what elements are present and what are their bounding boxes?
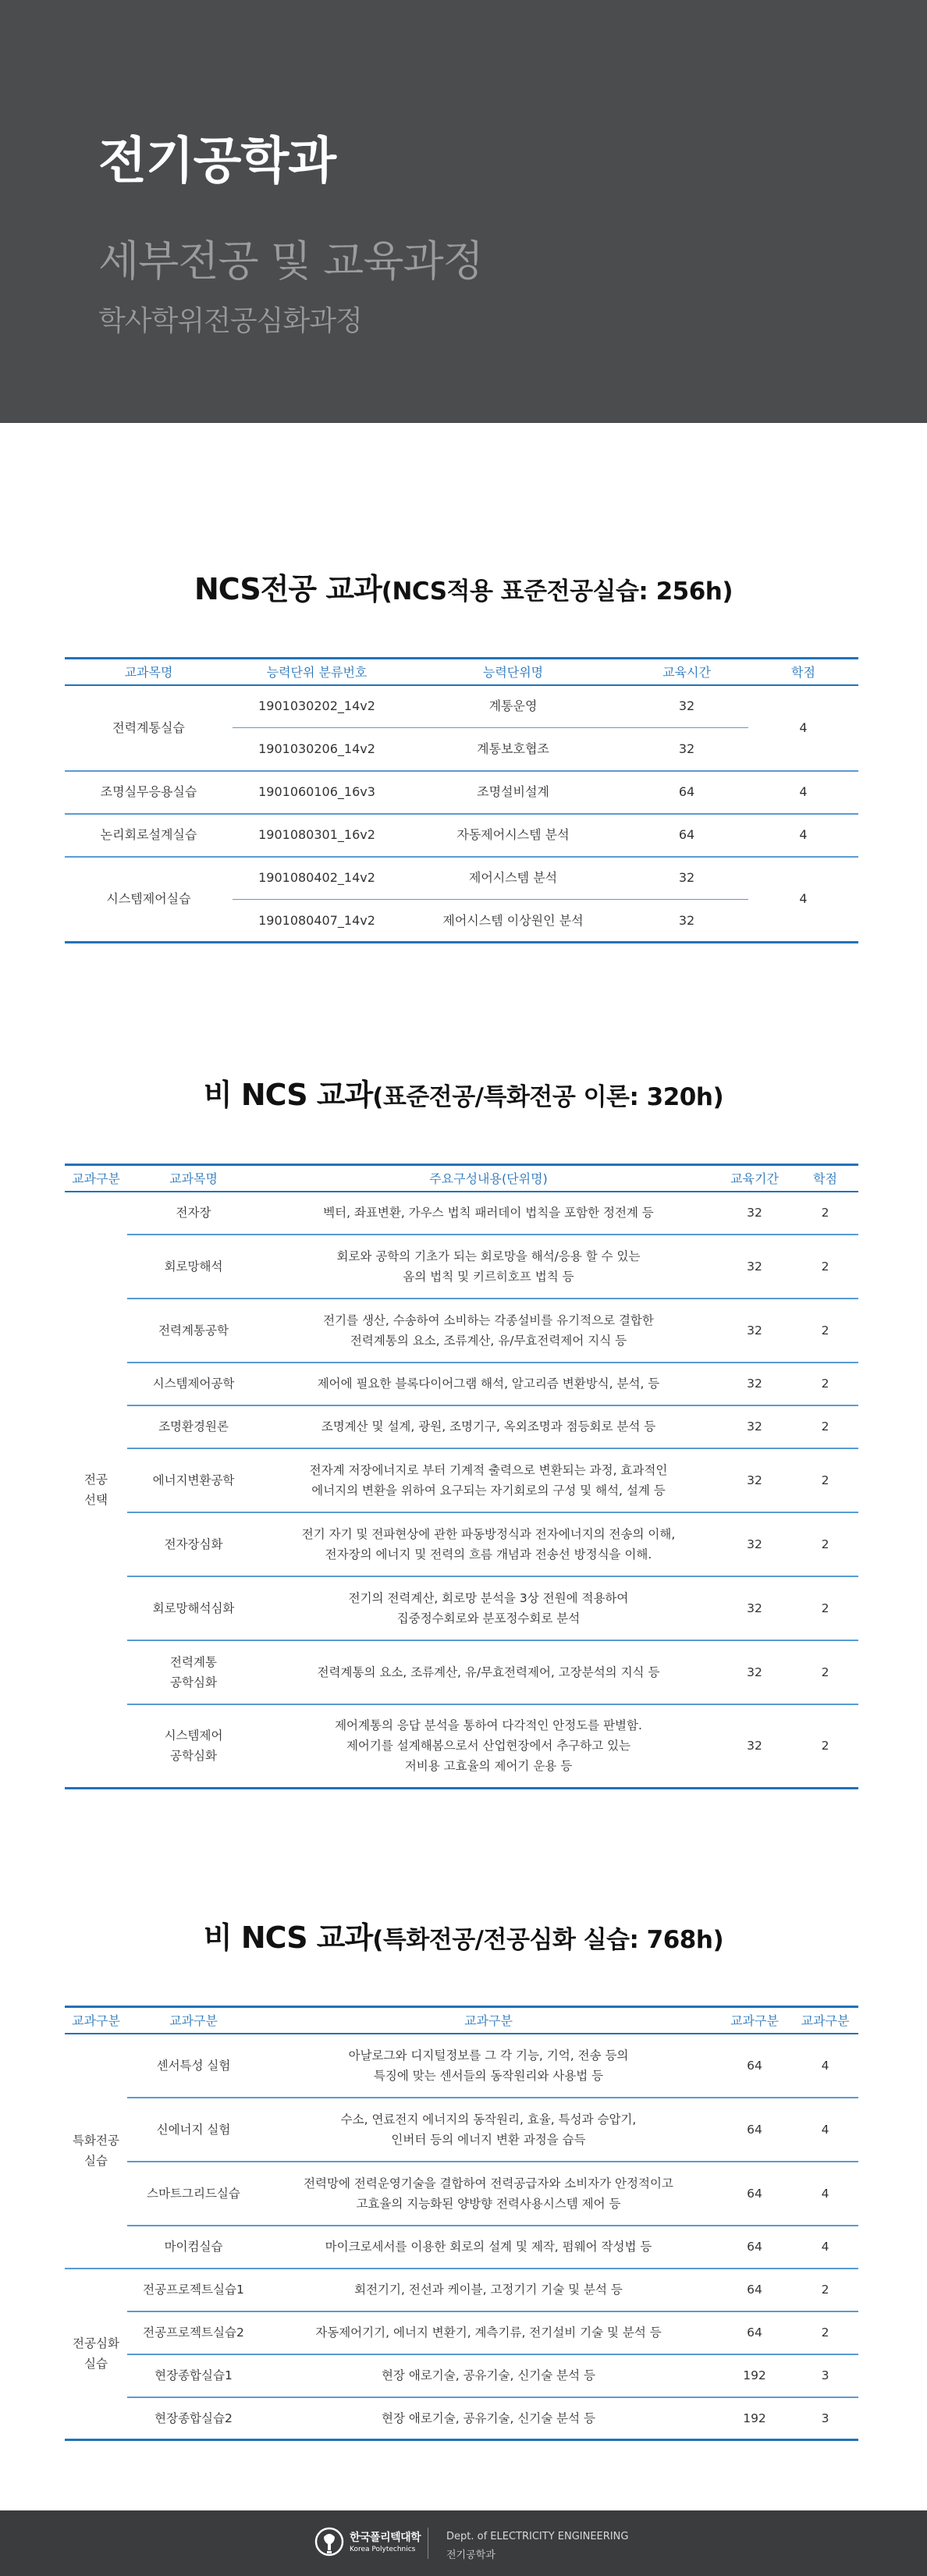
course-name: 전력계통공학 [127, 1299, 260, 1363]
course-name: 전력계통 공학심화 [127, 1640, 260, 1704]
credit: 2 [792, 1405, 858, 1448]
table-row [65, 1448, 858, 1512]
table-row [65, 2354, 858, 2397]
course-content: 회로와 공학의 기초가 되는 회로망을 해석/응용 할 수 있는 옴의 법칙 및 키르히호프 법칙 등 [260, 1235, 717, 1299]
credit: 2 [792, 2269, 858, 2311]
hours: 32 [625, 728, 748, 771]
credit: 2 [792, 1704, 858, 1789]
curriculum-subtitle: 세부전공 및 교육과정 [98, 236, 483, 286]
col-content: 주요구성내용(단위명) [260, 1165, 717, 1192]
section2-title-main: 비 NCS 교과 [203, 1078, 373, 1112]
unit-name: 제어시스템 이상원인 분석 [401, 900, 625, 943]
page-footer [0, 2510, 927, 2576]
credit: 4 [792, 2226, 858, 2269]
credit: 2 [792, 1299, 858, 1363]
unit-name: 제어시스템 분석 [401, 857, 625, 900]
course-content: 자동제어기기, 에너지 변환기, 계측기류, 전기설비 기술 및 분석 등 [260, 2311, 717, 2354]
table-row [65, 1235, 858, 1299]
hours: 192 [717, 2397, 792, 2440]
course-content: 전기 자기 및 전파현상에 관한 파동방정식과 전자에너지의 전송의 이해, 전자장의 에너지 및 전력의 흐름 개념과 전송선 방정식을 이해. [260, 1512, 717, 1576]
table-row [65, 857, 858, 900]
credit: 4 [792, 2162, 858, 2226]
unit-code: 1901080301_16v2 [233, 814, 401, 857]
credit: 2 [792, 2311, 858, 2354]
section2-title [0, 1071, 927, 1114]
col-course: 교과목명 [65, 659, 233, 685]
unit-name: 계통보호협조 [401, 728, 625, 771]
credit: 2 [792, 1576, 858, 1640]
col-unit-name: 능력단위명 [401, 659, 625, 685]
credit: 2 [792, 1448, 858, 1512]
course-name: 전공프로젝트실습1 [127, 2269, 260, 2311]
course-name: 시스템제어실습 [65, 857, 233, 943]
table-row [65, 2397, 858, 2440]
logo-subtext: Korea Polytechnics [350, 2546, 416, 2553]
course-content: 마이크로세서를 이용한 회로의 설계 및 제작, 펌웨어 작성법 등 [260, 2226, 717, 2269]
section1-title [0, 565, 927, 608]
hours: 64 [717, 2311, 792, 2354]
table-row [65, 2269, 858, 2311]
col-hours: 교육기간 [717, 1165, 792, 1192]
logo-text [350, 2529, 421, 2553]
course-name: 전공프로젝트실습2 [127, 2311, 260, 2354]
non-ncs-practice-table [65, 2006, 858, 2441]
section1-title-sub: (NCS적용 표준전공실습: 256h) [381, 577, 733, 606]
unit-code: 1901080407_14v2 [233, 900, 401, 943]
col-unit-code: 능력단위 분류번호 [233, 659, 401, 685]
hours: 32 [717, 1640, 792, 1704]
table-row [65, 1299, 858, 1363]
section3-title-main: 비 NCS 교과 [203, 1920, 373, 1955]
course-name: 현장종합실습1 [127, 2354, 260, 2397]
table-row [65, 1405, 858, 1448]
course-content: 벡터, 좌표변환, 가우스 법칙 패러데이 법칙을 포함한 정전계 등 [260, 1192, 717, 1235]
hours: 64 [717, 2034, 792, 2098]
unit-code: 1901080402_14v2 [233, 857, 401, 900]
logo-name: 한국폴리텍대학 [350, 2532, 421, 2544]
credit: 4 [748, 771, 858, 814]
non-ncs-theory-table [65, 1164, 858, 1789]
col-credit: 학점 [748, 659, 858, 685]
course-name: 논리회로설계실습 [65, 814, 233, 857]
course-content: 아날로그와 디지털정보를 그 각 기능, 기억, 전송 등의 특징에 맞는 센서들의 동작원리와 사용법 등 [260, 2034, 717, 2098]
section2-title-sub: (표준전공/특화전공 이론: 320h) [372, 1083, 724, 1111]
credit: 4 [748, 814, 858, 857]
col-credit: 학점 [792, 1165, 858, 1192]
table-header-row [65, 2007, 858, 2034]
course-name: 조명환경원론 [127, 1405, 260, 1448]
course-name: 회로망해석심화 [127, 1576, 260, 1640]
hours: 32 [717, 1448, 792, 1512]
table-row [65, 2098, 858, 2162]
course-name: 신에너지 실험 [127, 2098, 260, 2162]
category-cell: 전공 선택 [65, 1192, 127, 1789]
unit-name: 자동제어시스템 분석 [401, 814, 625, 857]
hours: 32 [625, 685, 748, 728]
table-row [65, 2311, 858, 2354]
credit: 2 [792, 1640, 858, 1704]
col-category: 교과구분 [65, 2007, 127, 2034]
program-name: 학사학위전공심화과정 [98, 305, 362, 337]
col-course: 교과구분 [127, 2007, 260, 2034]
hours: 32 [717, 1192, 792, 1235]
table-row [65, 814, 858, 857]
table-row [65, 1704, 858, 1789]
col-content: 교과구분 [260, 2007, 717, 2034]
unit-code: 1901030206_14v2 [233, 728, 401, 771]
page-header [0, 0, 927, 423]
col-category: 교과구분 [65, 1165, 127, 1192]
table-row [65, 2226, 858, 2269]
table-row [65, 1192, 858, 1235]
credit: 4 [792, 2034, 858, 2098]
hours: 64 [717, 2162, 792, 2226]
table-row [65, 771, 858, 814]
course-name: 조명실무응용실습 [65, 771, 233, 814]
table-row [65, 1512, 858, 1576]
hours: 32 [625, 900, 748, 943]
course-content: 전력망에 전력운영기술을 결합하여 전력공급자와 소비자가 안정적이고 고효율의 지능화된 양방향 전력사용시스템 제어 등 [260, 2162, 717, 2226]
unit-name: 계통운영 [401, 685, 625, 728]
table-row [65, 1640, 858, 1704]
course-name: 전자장심화 [127, 1512, 260, 1576]
table-row [65, 1576, 858, 1640]
course-content: 현장 애로기술, 공유기술, 신기술 분석 등 [260, 2354, 717, 2397]
col-hours: 교과구분 [717, 2007, 792, 2034]
credit: 2 [792, 1235, 858, 1299]
hours: 64 [717, 2269, 792, 2311]
credit: 4 [748, 685, 858, 771]
table-row [65, 2034, 858, 2098]
course-name: 전자장 [127, 1192, 260, 1235]
unit-code: 1901030202_14v2 [233, 685, 401, 728]
ncs-course-table [65, 657, 858, 943]
hours: 64 [625, 771, 748, 814]
table-row [65, 1363, 858, 1405]
course-content: 조명계산 및 설계, 광원, 조명기구, 옥외조명과 점등회로 분석 등 [260, 1405, 717, 1448]
col-hours: 교육시간 [625, 659, 748, 685]
section3-title [0, 1913, 927, 1956]
hours: 32 [717, 1405, 792, 1448]
course-name: 시스템제어공학 [127, 1363, 260, 1405]
credit: 4 [792, 2098, 858, 2162]
hours: 64 [717, 2226, 792, 2269]
course-content: 회전기기, 전선과 케이블, 고정기기 기술 및 분석 등 [260, 2269, 717, 2311]
course-content: 현장 애로기술, 공유기술, 신기술 분석 등 [260, 2397, 717, 2440]
course-content: 제어계통의 응답 분석을 통하여 다각적인 안정도를 판별함. 제어기를 설계해봄으로서 산업현장에서 추구하고 있는 저비용 고효율의 제어기 운용 등 [260, 1704, 717, 1789]
course-content: 제어에 필요한 블록다이어그램 해석, 알고리즘 변환방식, 분석, 등 [260, 1363, 717, 1405]
unit-code: 1901060106_16v3 [233, 771, 401, 814]
hours: 32 [717, 1363, 792, 1405]
credit: 4 [748, 857, 858, 943]
category-cell: 특화전공 실습 [65, 2034, 127, 2269]
footer-dept-en: Dept. of ELECTRICITY ENGINEERING [446, 2531, 629, 2542]
course-name: 에너지변환공학 [127, 1448, 260, 1512]
hours: 32 [717, 1235, 792, 1299]
hours: 32 [717, 1299, 792, 1363]
credit: 3 [792, 2354, 858, 2397]
course-name: 회로망해석 [127, 1235, 260, 1299]
col-credit: 교과구분 [792, 2007, 858, 2034]
course-content: 전자계 저장에너지로 부터 기계적 출력으로 변환되는 과정, 효과적인 에너지의 변환을 위하여 요구되는 자기회로의 구성 및 해석, 설계 등 [260, 1448, 717, 1512]
hours: 32 [717, 1576, 792, 1640]
course-content: 전기의 전력계산, 회로망 분석을 3상 전원에 적용하여 집중정수회로와 분포정수회로 분석 [260, 1576, 717, 1640]
course-name: 마이컴실습 [127, 2226, 260, 2269]
hours: 32 [717, 1704, 792, 1789]
section1-title-main: NCS전공 교과 [194, 572, 382, 606]
footer-dept-ko: 전기공학과 [446, 2549, 495, 2561]
unit-name: 조명설비설계 [401, 771, 625, 814]
course-name: 전력계통실습 [65, 685, 233, 771]
hours: 32 [625, 857, 748, 900]
table-header-row [65, 659, 858, 685]
col-course: 교과목명 [127, 1165, 260, 1192]
hours: 64 [625, 814, 748, 857]
course-name: 스마트그리드실습 [127, 2162, 260, 2226]
hours: 32 [717, 1512, 792, 1576]
table-row [65, 2162, 858, 2226]
course-content: 수소, 연료전지 에너지의 동작원리, 효율, 특성과 승압기, 인버터 등의 에너지 변환 과정을 습득 [260, 2098, 717, 2162]
credit: 3 [792, 2397, 858, 2440]
course-name: 센서특성 실험 [127, 2034, 260, 2098]
credit: 2 [792, 1363, 858, 1405]
hours: 192 [717, 2354, 792, 2397]
credit: 2 [792, 1512, 858, 1576]
credit: 2 [792, 1192, 858, 1235]
section3-title-sub: (특화전공/전공심화 실습: 768h) [372, 1926, 724, 1954]
course-name: 시스템제어 공학심화 [127, 1704, 260, 1789]
course-content: 전력계통의 요소, 조류계산, 유/무효전력제어, 고장분석의 지식 등 [260, 1640, 717, 1704]
table-row [65, 685, 858, 728]
polytechnic-logo-icon [314, 2526, 348, 2560]
hours: 64 [717, 2098, 792, 2162]
table-header-row [65, 1165, 858, 1192]
category-cell: 전공심화 실습 [65, 2269, 127, 2440]
course-content: 전기를 생산, 수송하여 소비하는 각종설비를 유기적으로 결합한 전력계통의 요소, 조류계산, 유/무효전력제어 지식 등 [260, 1299, 717, 1363]
course-name: 현장종합실습2 [127, 2397, 260, 2440]
department-title: 전기공학과 [98, 133, 336, 190]
